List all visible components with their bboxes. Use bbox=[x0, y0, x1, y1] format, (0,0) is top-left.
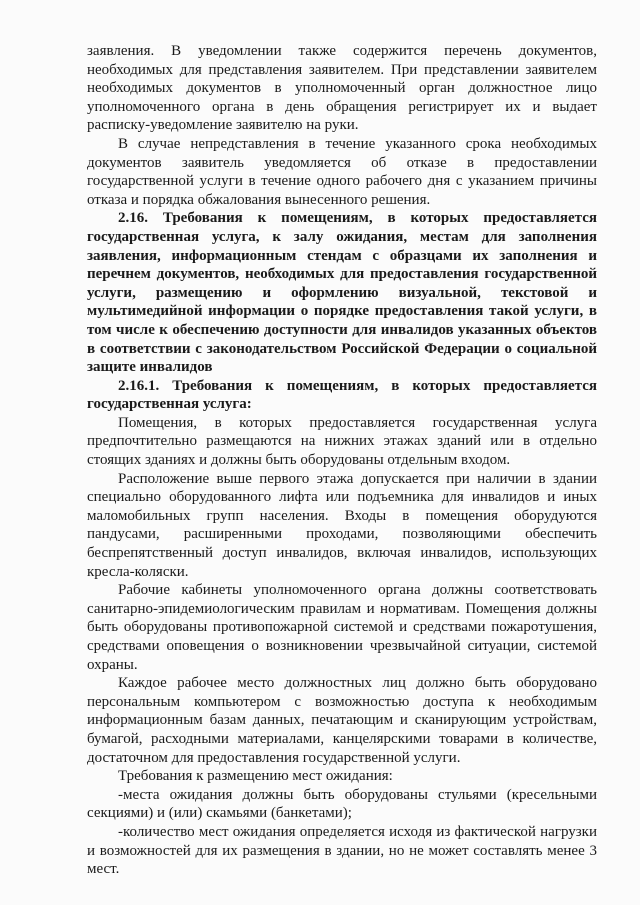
paragraph-accessibility: Расположение выше первого этажа допускается при наличии в здании специально оборудованного лифта или подъемника для инвалидов и иных маломобильных групп населения. Входы в помещения оборудуются пандусами, расширенными проходами, позволяющими обеспечить беспрепятственный доступ инвалидов, включая инвалидов, использующих кресла-коляски. bbox=[87, 470, 597, 580]
paragraph-notification-continuation: заявления. В уведомлении также содержится перечень документов, необходимых для представления заявителем. При представлении заявителем необходимых документов в уполномоченный орган должностное лицо уполномоченного органа в день обращения регистрирует их и выдает расписку-уведомление заявителю на руки. bbox=[87, 43, 597, 134]
list-item-waiting-seats: -места ожидания должны быть оборудованы стульями (кресельными секциями) и (или) скамьями (банкетами); bbox=[87, 786, 597, 822]
list-item-waiting-count: -количество мест ожидания определяется исходя из фактической нагрузки и возможностей для их размещения в здании, но не может составлять менее 3 мест. bbox=[87, 823, 597, 878]
paragraph-workplace-equipment: Каждое рабочее место должностных лиц должно быть оборудовано персональным компьютером с возможностью доступа к необходимым информационным базам данных, печатающим и сканирующим устройствам, бумагой, расходными материалами, канцелярскими товарами в количестве, достаточном для предоставления государственной услуги. bbox=[87, 675, 597, 766]
paragraph-refusal-notice: В случае непредставления в течение указанного срока необходимых документов заявитель уведомляется об отказе в предоставлении государственной услуги в течение одного рабочего дня с указанием причины отказа и порядка обжалования вынесенного решения. bbox=[87, 135, 597, 208]
paragraph-waiting-places-heading: Требования к размещению мест ожидания: bbox=[118, 768, 393, 785]
section-heading-2-16-1: 2.16.1. Требования к помещениям, в которых предоставляется государственная услуга: bbox=[87, 377, 597, 413]
paragraph-premises-location: Помещения, в которых предоставляется государственная услуга предпочтительно размещаются на нижних этажах зданий или в отдельно стоящих зданиях и должны быть оборудованы отдельным входом. bbox=[87, 414, 597, 469]
section-heading-2-16: 2.16. Требования к помещениям, в которых предоставляется государственная услуга, к залу ожидания, местам для заполнения заявления, информационным стендам с образцами их заполнения и перечнем документов, необходимых для предоставления государственной услуги, размещению и оформлению визуальной, текстовой и мультимедийной информации о порядке предоставления такой услуги, в том числе к обеспечению доступности для инвалидов указанных объектов в соответствии с законодательством Российской Федерации о социальной защите инвалидов bbox=[87, 210, 597, 376]
document-body bbox=[87, 42, 597, 879]
paragraph-offices-requirements: Рабочие кабинеты уполномоченного органа должны соответствовать санитарно-эпидемиологическим правилам и нормативам. Помещения должны быть оборудованы противопожарной системой и средствами пожаротушения, средствами оповещения о возникновении чрезвычайной ситуации, системой охраны. bbox=[87, 582, 597, 673]
